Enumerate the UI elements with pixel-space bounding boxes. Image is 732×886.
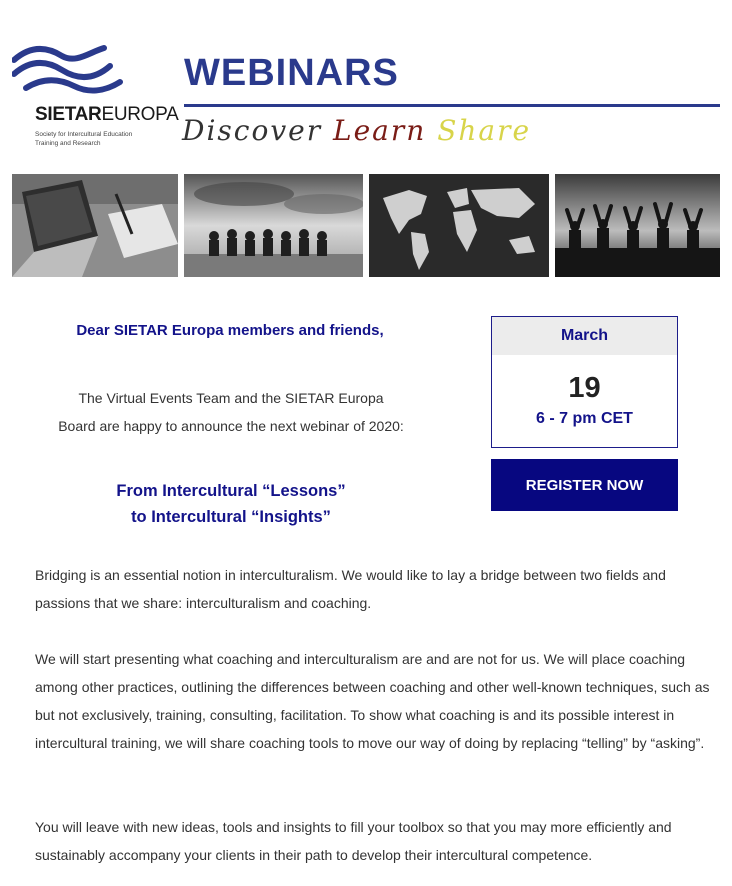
event-month: March [492,317,677,355]
event-time: 6 - 7 pm CET [536,410,633,427]
tagline-discover: Discover [182,114,323,147]
body-paragraph-3: You will leave with new ideas, tools and insights to fill your toolbox so that you may more efficiently and sustainably accompany your clients in their path to develop their intercultural competence. [35,819,672,863]
topic-line1: From Intercultural “Lessons” [116,482,346,500]
announcement-line2: Board are happy to announce the next webinar of 2020: [58,418,404,434]
announcement-line1: The Virtual Events Team and the SIETAR Europa [78,390,384,406]
org-tagline-line1: Society for Intercultural Education [35,131,133,138]
topic-line2: to Intercultural “Insights” [131,508,331,526]
photo-silhouettes [555,174,720,277]
tagline-share: Share [437,114,532,147]
body-paragraph-1: Bridging is an essential notion in interculturalism. We would like to lay a bridge between two fields and passions that we share: interculturalism and coaching. [35,567,666,611]
photo-world-map [369,174,549,277]
org-tagline [35,130,165,148]
org-name-light: EUROPA [101,104,179,125]
tagline [182,114,531,147]
org-name [35,104,179,126]
announcement [20,384,442,440]
title-divider [184,104,720,107]
register-now-button[interactable]: REGISTER NOW [491,459,678,511]
photo-laptop [12,174,178,277]
sietar-logo-icon [12,42,124,98]
event-day: 19 [568,372,601,404]
org-tagline-line2: Training and Research [35,140,101,147]
greeting: Dear SIETAR Europa members and friends, [76,322,384,339]
event-date-card [491,316,678,448]
page-title: WEBINARS [184,52,399,94]
photo-group-sea [184,174,363,277]
webinar-topic [20,478,442,530]
tagline-learn: Learn [333,114,427,147]
body-paragraph-2: We will start presenting what coaching and interculturalism are and are not for us. We will place coaching among other practices, outlining the differences between coaching and other well-known techniques, such as but not exclusively, training, consulting, facilitation. To show what coaching is and its possible interest in intercultural training, we will share coaching tools to move our way of doing by replacing “telling” by “asking”. [35,651,710,751]
org-name-bold: SIETAR [35,104,102,125]
